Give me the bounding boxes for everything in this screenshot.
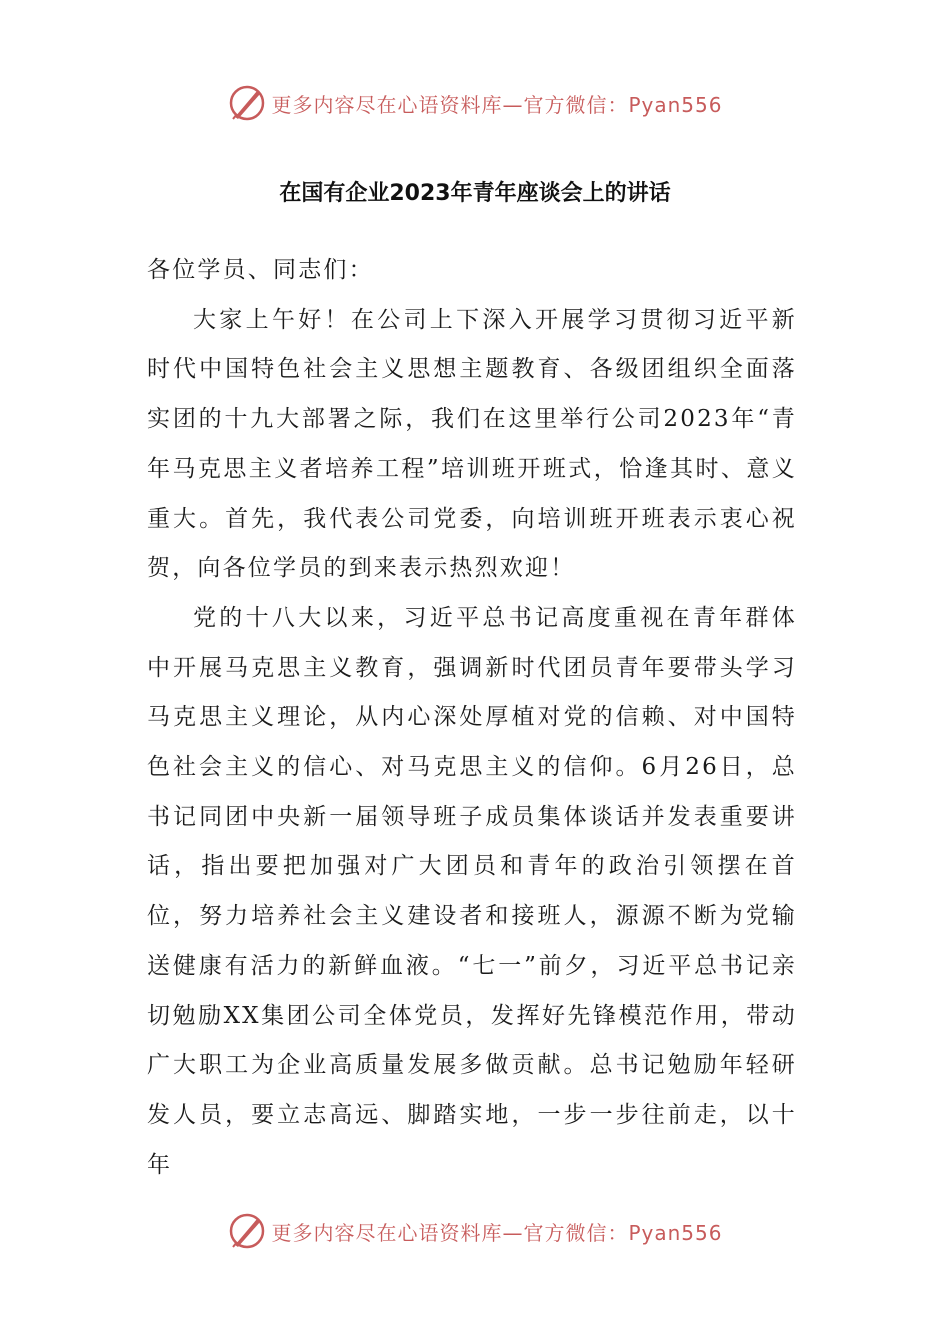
footer-banner — [0, 1208, 950, 1254]
header-banner-text: 更多内容尽在心语资料库—官方微信：Pyan556 — [271, 92, 723, 117]
paragraph: 大家上午好！在公司上下深入开展学习贯彻习近平新时代中国特色社会主义思想主题教育、各级团组织全面落实团的十九大部署之际，我们在这里举行公司2023年“青年马克思主义者培养工程”培训班开班式，恰逢其时、意义重大。首先，我代表公司党委，向培训班开班表示衷心祝贺，向各位学员的到来表示热烈欢迎！ — [147, 306, 797, 582]
document-title: 在国有企业2023年青年座谈会上的讲话 — [279, 181, 671, 206]
salutation: 各位学员、同志们： — [147, 257, 374, 283]
header-banner — [0, 80, 950, 126]
document-body — [147, 246, 797, 1190]
pen-logo-icon — [227, 83, 267, 123]
footer-banner-text: 更多内容尽在心语资料库—官方微信：Pyan556 — [271, 1220, 723, 1245]
paragraph: 党的十八大以来，习近平总书记高度重视在青年群体中开展马克思主义教育，强调新时代团员青年要带头学习马克思主义理论，从内心深处厚植对党的信赖、对中国特色社会主义的信心、对马克思主义的信仰。6月26日，总书记同团中央新一届领导班子成员集体谈话并发表重要讲话，指出要把加强对广大团员和青年的政治引领摆在首位，努力培养社会主义建设者和接班人，源源不断为党输送健康有活力的新鲜血液。“七一”前夕，习近平总书记亲切勉励XX集团公司全体党员，发挥好先锋模范作用，带动广大职工为企业高质量发展多做贡献。总书记勉励年轻研发人员，要立志高远、脚踏实地，一步一步往前走，以十年 — [147, 604, 797, 1178]
pen-logo-icon — [227, 1211, 267, 1251]
